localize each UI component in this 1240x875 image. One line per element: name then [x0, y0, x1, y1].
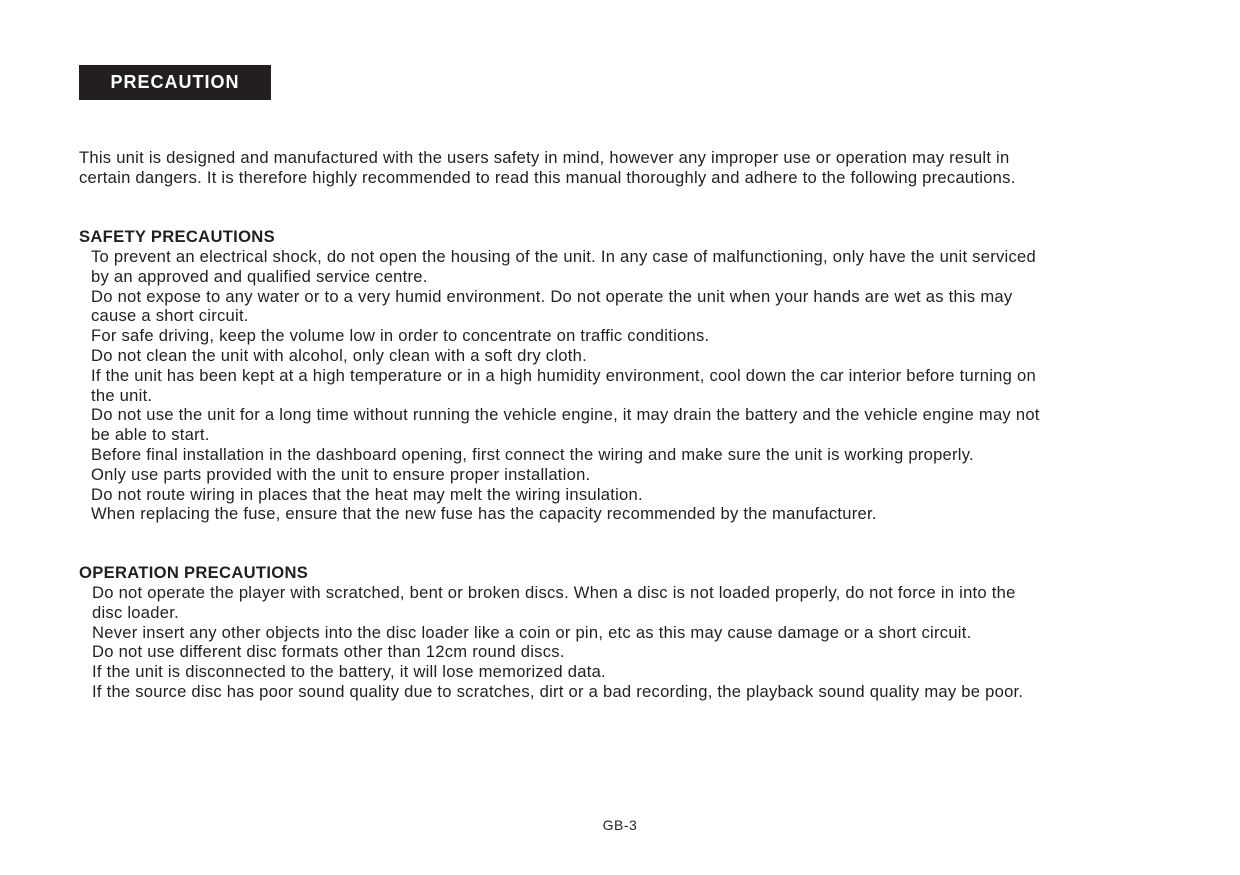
list-item-line: To prevent an electrical shock, do not open the housing of the unit. In any case of malfunctioning, only have the unit serviced — [91, 247, 1036, 266]
intro-line: certain dangers. It is therefore highly recommended to read this manual thoroughly and adhere to the following precautions. — [79, 168, 1016, 187]
list-item-line: If the unit has been kept at a high temperature or in a high humidity environment, cool down the car interior before turning on — [91, 365, 1036, 385]
list-item-line: be able to start. — [91, 425, 210, 445]
list-item-line: Never insert any other objects into the disc loader like a coin or pin, etc as this may cause damage or a short circuit. — [92, 622, 972, 642]
safety-precautions-list — [91, 247, 1040, 524]
operation-precautions-list — [92, 583, 1023, 702]
list-item-line: Before final installation in the dashboard opening, first connect the wiring and make sure the unit is working properly. — [91, 444, 974, 464]
list-item — [92, 623, 1023, 643]
operation-precautions-heading: OPERATION PRECAUTIONS — [79, 563, 309, 582]
list-item-line: by an approved and qualified service centre. — [91, 266, 428, 286]
list-item — [92, 583, 1023, 623]
list-item — [92, 662, 1023, 682]
list-item — [92, 682, 1023, 702]
list-item — [92, 642, 1023, 662]
list-item-line: Do not use different disc formats other than 12cm round discs. — [92, 642, 565, 662]
section-header-title: PRECAUTION — [110, 72, 240, 92]
list-item — [91, 326, 1040, 346]
list-item — [91, 445, 1040, 465]
list-item-line: Do not expose to any water or to a very humid environment. Do not operate the unit when your hands are wet as this may — [91, 286, 1013, 306]
list-item — [91, 465, 1040, 485]
list-item-line: If the unit is disconnected to the battery, it will lose memorized data. — [92, 662, 606, 682]
list-item-line: If the source disc has poor sound quality due to scratches, dirt or a bad recording, the playback sound quality may be poor. — [92, 681, 1024, 701]
list-item-line: Only use parts provided with the unit to ensure proper installation. — [91, 464, 591, 484]
list-item — [91, 247, 1040, 287]
list-item-line: the unit. — [91, 385, 153, 405]
list-item — [91, 346, 1040, 366]
list-item-line: Do not operate the player with scratched, bent or broken discs. When a disc is not loaded properly, do not force in into the — [92, 583, 1016, 602]
list-item-line: disc loader. — [92, 602, 179, 622]
list-item — [91, 504, 1040, 524]
intro-paragraph — [79, 148, 1169, 188]
safety-precautions-heading: SAFETY PRECAUTIONS — [79, 227, 275, 246]
list-item-line: Do not clean the unit with alcohol, only clean with a soft dry cloth. — [91, 345, 587, 365]
list-item — [91, 485, 1040, 505]
list-item — [91, 287, 1040, 327]
list-item-line: Do not route wiring in places that the heat may melt the wiring insulation. — [91, 484, 643, 504]
list-item-line: cause a short circuit. — [91, 306, 249, 326]
list-item — [91, 366, 1040, 406]
list-item — [91, 405, 1040, 445]
list-item-line: Do not use the unit for a long time without running the vehicle engine, it may drain the battery and the vehicle engine may not — [91, 405, 1040, 425]
list-item-line: When replacing the fuse, ensure that the new fuse has the capacity recommended by the manufacturer. — [91, 504, 877, 524]
list-item-line: For safe driving, keep the volume low in order to concentrate on traffic conditions. — [91, 326, 710, 346]
section-header — [79, 65, 271, 100]
page-number: GB-3 — [602, 817, 638, 833]
intro-line: This unit is designed and manufactured with the users safety in mind, however any improper use or operation may result in — [79, 148, 1010, 167]
